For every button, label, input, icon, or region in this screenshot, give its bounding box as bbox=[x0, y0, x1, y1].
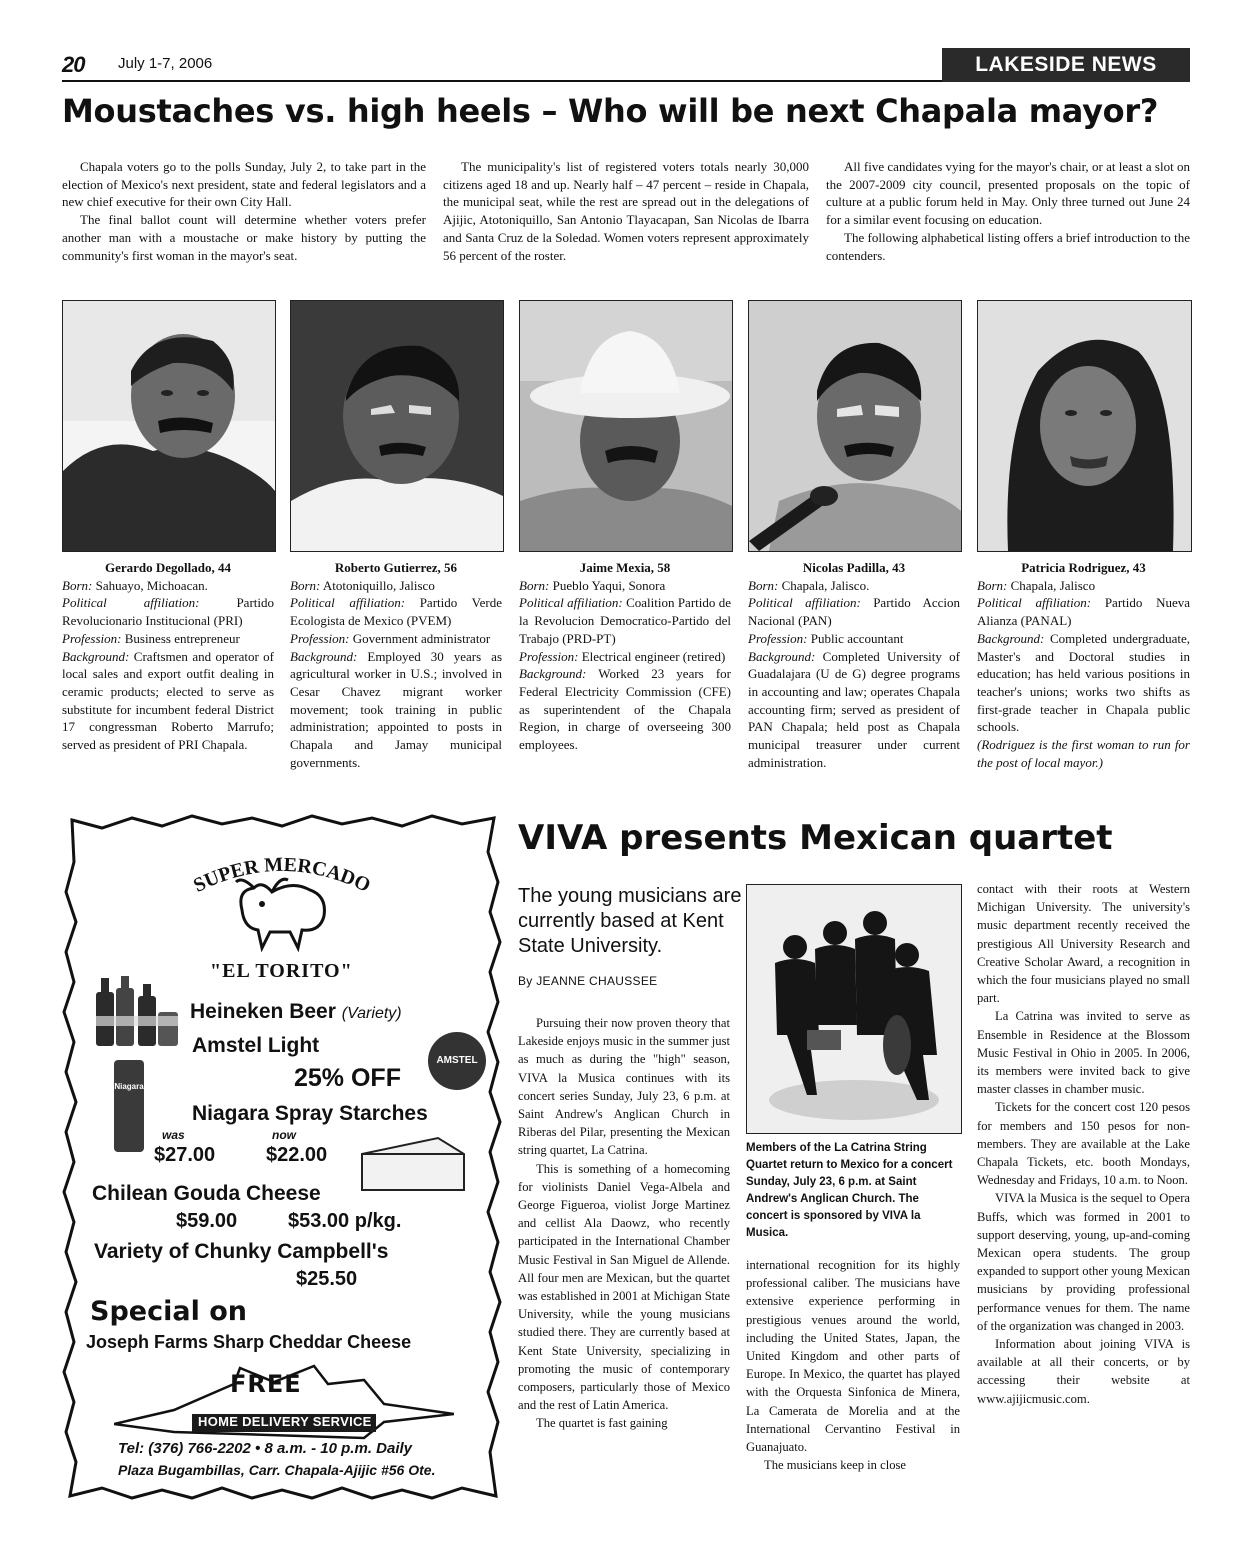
heineken-line bbox=[190, 1000, 402, 1024]
story1-intro-col1 bbox=[62, 158, 426, 264]
affiliation-label: Political affiliation: bbox=[977, 595, 1092, 611]
free-text: FREE bbox=[230, 1370, 302, 1398]
ad-address: Plaza Bugambillas, Carr. Chapala-Ajijic #56 Ote. bbox=[118, 1462, 436, 1478]
story1-headline: Moustaches vs. high heels – Who will be next Chapala mayor? bbox=[62, 92, 1159, 130]
heineken-variety: (Variety) bbox=[341, 1005, 402, 1022]
affiliation-value: Coalition Partido de la Revolucion Democratico-Partido del Trabajo (PRD-PT) bbox=[519, 595, 731, 646]
affiliation-label: Political affiliation: bbox=[519, 595, 623, 611]
now-label: now bbox=[272, 1128, 296, 1142]
background-label: Background: bbox=[748, 648, 816, 664]
story1-paragraph: The municipality's list of registered voters totals nearly 30,000 citizens aged 18 and up. Nearly half – 47 percent – reside in Chapala, the municipal seat, while the rest are spread out in the delegations of Ajijic, Atotoniquillo, San Antonio Tlayacapan, San Nicolas de Ibarra and Santa Cruz de la Soledad. Women voters represent approximately 56 percent of the roster. bbox=[443, 159, 809, 263]
born-label: Born: bbox=[290, 577, 321, 593]
profession-label: Profession: bbox=[748, 630, 808, 646]
supermercado-ad bbox=[62, 812, 502, 1502]
story1-intro-col2 bbox=[443, 158, 809, 264]
story2-paragraph: contact with their roots at Western Michigan University. The university's music department recently received the prestigious All University Research and Creative Scholar Award, a recognition in which the four musicians played no small part. bbox=[977, 882, 1190, 1006]
story2-paragraph: This is something of a homecoming for violinists Daniel Vega-Albela and George Figueroa, violist Jorge Martinez and cellist Ala Daowz, who recently participated in the International Chamber Music Festival in San Miguel de Allende. All four men are Mexican, but the quartet was established in 2001 at Michigan State University, while the young musicians studied there. They are currently based at Kent State University, specializing in promoting the music of contemporary composers, particularly those of Mexico and the rest of Latin America. bbox=[518, 1161, 730, 1413]
ad-phone: Tel: (376) 766-2202 • 8 a.m. - 10 p.m. Daily bbox=[118, 1440, 413, 1457]
profession-value: Business entrepreneur bbox=[124, 630, 240, 646]
candidate-name: Jaime Mexia, 58 bbox=[579, 560, 671, 575]
candidate-name: Patricia Rodriguez, 43 bbox=[1021, 560, 1146, 575]
was-label: was bbox=[162, 1128, 185, 1142]
campbell-price: $25.50 bbox=[296, 1268, 358, 1290]
gouda-now-price: $53.00 p/kg. bbox=[288, 1210, 402, 1232]
story1-paragraph: All five candidates vying for the mayor's chair, or at least a slot on the 2007-2009 city council, presented proposals on the topic of culture at a public forum held in May. Only three turned out June 24 for a similar event focusing on education. bbox=[826, 159, 1190, 228]
gouda-line: Chilean Gouda Cheese bbox=[92, 1182, 321, 1205]
story2-col2 bbox=[746, 1256, 960, 1474]
story2-byline: By JEANNE CHAUSSEE bbox=[518, 974, 658, 988]
candidate-name: Gerardo Degollado, 44 bbox=[104, 560, 231, 575]
story2-paragraph: Information about joining VIVA is available at all their concerts, or by accessing their website at www.ajijicmusic.com. bbox=[977, 1337, 1190, 1406]
story2-paragraph: international recognition for its highly professional caliber. The musicians have extensive experience performing in prestigious venues around the world, including the United States, Japan, the United Kingdom and other parts of Europe. In Mexico, the quartet has played with the Orquesta Sinfonica de Minera, La Camerata de Morelia and at the International Cervantino Festival in Guanajuato. bbox=[746, 1258, 960, 1455]
candidate-photo-rodriguez bbox=[977, 300, 1192, 552]
photo-caption: Members of the La Catrina String Quartet return to Mexico for a concert Sunday, July 23, 6 p.m. at Saint Andrew's Anglican Church. The concert is sponsored by VIVA la Musica. bbox=[746, 1142, 953, 1239]
candidate-bio bbox=[290, 559, 502, 771]
story2-deck: The young musicians are currently based at Kent State University. bbox=[518, 885, 742, 957]
story2-col3 bbox=[977, 880, 1190, 1408]
story2-paragraph: VIVA la Musica is the sequel to Opera Buffs, which was formed in 2001 to support deserving, young, up-and-coming Mexican opera students. The group expanded to support other young Mexican musicians by providing professional performance venues for them. The name of the organization was changed in 2003. bbox=[977, 1191, 1190, 1333]
candidate-photo-mexia bbox=[519, 300, 733, 552]
background-value: Completed undergraduate, Master's and Doctoral studies in education; has held various positions in teacher's unions; works two shifts as first-grade teacher in Chapala public schools. bbox=[977, 630, 1190, 735]
profession-label: Profession: bbox=[519, 648, 579, 664]
affiliation-label: Political affiliation: bbox=[290, 595, 406, 611]
store-arc-text: SUPER MERCADO bbox=[190, 853, 374, 897]
delivery-text: HOME DELIVERY SERVICE bbox=[198, 1414, 372, 1429]
born-value: Sahuayo, Michoacan. bbox=[95, 577, 208, 593]
affiliation-value: Partido Verde Ecologista de Mexico (PVEM) bbox=[290, 595, 502, 629]
page-number: 20 bbox=[62, 52, 85, 77]
bull-logo-icon bbox=[232, 870, 332, 952]
story2-paragraph: The quartet is fast gaining bbox=[536, 1416, 668, 1431]
background-value: Completed University of Guadalajara (U de G) degree programs in accounting and law; operates Chapala accounting firm; served as president of PAN Chapala; held post as Chapala municipal treasurer under current administration. bbox=[748, 648, 960, 770]
gouda-was-price: $59.00 bbox=[176, 1210, 238, 1232]
candidate-bio bbox=[977, 559, 1190, 771]
story2-paragraph: The musicians keep in close bbox=[764, 1458, 906, 1473]
issue-date: July 1-7, 2006 bbox=[118, 55, 213, 72]
background-label: Background: bbox=[62, 648, 130, 664]
section-banner: LAKESIDE NEWS bbox=[942, 48, 1190, 82]
candidate-name: Roberto Gutierrez, 56 bbox=[334, 560, 458, 575]
quartet-photo bbox=[746, 884, 962, 1134]
beer-bottles-icon bbox=[92, 976, 184, 1048]
affiliation-label: Political affiliation: bbox=[62, 595, 200, 611]
profession-label: Profession: bbox=[62, 630, 122, 646]
profession-value: Electrical engineer (retired) bbox=[581, 648, 726, 664]
born-label: Born: bbox=[62, 577, 93, 593]
profession-value: Public accountant bbox=[810, 630, 904, 646]
background-label: Background: bbox=[290, 648, 358, 664]
campbell-line: Variety of Chunky Campbell's bbox=[94, 1240, 389, 1263]
special-heading: Special on bbox=[90, 1296, 247, 1327]
candidate-photo-degollado bbox=[62, 300, 276, 552]
story2-paragraph: La Catrina was invited to serve as Ensemble in Residence at the Blossom Music Festival in Ohio in 2005. In 2006, its members were invited back to give master classes in chamber music. bbox=[977, 1009, 1190, 1097]
background-value: Worked 23 years for Federal Electricity Commission (CFE) as superintendent of the Chapala Region, in charge of overseeing 300 employees. bbox=[519, 666, 731, 753]
born-value: Chapala, Jalisco. bbox=[781, 577, 870, 593]
born-label: Born: bbox=[519, 577, 550, 593]
background-value: Employed 30 years as agricultural worker in U.S.; involved in Cesar Chavez migrant worker movement; took training in public administration; appointed to posts in Chapala and Jamay municipal governments. bbox=[290, 648, 502, 770]
born-label: Born: bbox=[748, 577, 779, 593]
candidate-photo-gutierrez bbox=[290, 300, 504, 552]
profession-value: Government administrator bbox=[352, 630, 491, 646]
story1-paragraph: Chapala voters go to the polls Sunday, July 2, to take part in the election of Mexico's next president, state and federal legislators and a new chief executive for their own City Hall. bbox=[62, 159, 426, 210]
cheese-wedge-icon bbox=[358, 1134, 468, 1194]
affiliation-value: Partido Accion Nacional (PAN) bbox=[748, 595, 960, 629]
story1-paragraph: The final ballot count will determine whether voters prefer another man with a moustache or make history by putting the community's first woman in the mayor's seat. bbox=[62, 212, 426, 263]
cheddar-line: Joseph Farms Sharp Cheddar Cheese bbox=[86, 1332, 412, 1352]
story2-headline: VIVA presents Mexican quartet bbox=[518, 818, 1113, 858]
background-label: Background: bbox=[977, 630, 1045, 646]
story1-intro-col3 bbox=[826, 158, 1190, 264]
candidate-photo-padilla bbox=[748, 300, 962, 552]
niagara-can-icon: Niagara bbox=[114, 1060, 144, 1152]
affiliation-value: Partido Revolucionario Institucional (PRI) bbox=[62, 595, 274, 629]
profession-label: Profession: bbox=[290, 630, 350, 646]
candidate-bio bbox=[519, 559, 731, 754]
amstel-badge-icon: AMSTEL bbox=[428, 1032, 486, 1090]
amstel-line: Amstel Light bbox=[192, 1034, 320, 1057]
affiliation-label: Political affiliation: bbox=[748, 595, 861, 611]
born-label: Born: bbox=[977, 577, 1008, 593]
story2-paragraph: Tickets for the concert cost 120 pesos for members and 150 pesos for non-members. They are available at the Lake Chapala Tickets, etc. booth Mondays, Wednesday and Fridays, 10 a.m. to Noon. bbox=[977, 1100, 1190, 1188]
background-value: Craftsmen and operator of local sales and export outfit dealing in ceramic products; elected to serve as substitute for incumbent federal District 17 congressman Roberto Marrufo; served as president of PRI Chapala. bbox=[62, 648, 275, 753]
story2-col1 bbox=[518, 1014, 730, 1433]
candidate-note: (Rodriguez is the first woman to run for the post of local mayor.) bbox=[977, 737, 1190, 770]
discount-text: 25% OFF bbox=[294, 1064, 401, 1092]
story1-paragraph: The following alphabetical listing offers a brief introduction to the contenders. bbox=[826, 229, 1190, 263]
candidate-bio bbox=[748, 559, 960, 771]
born-value: Atotoniquillo, Jalisco bbox=[322, 577, 435, 593]
niagara-line: Niagara Spray Starches bbox=[192, 1102, 428, 1125]
affiliation-value: Partido Nueva Alianza (PANAL) bbox=[977, 595, 1191, 629]
born-value: Chapala, Jalisco bbox=[1010, 577, 1096, 593]
story2-paragraph: Pursuing their now proven theory that Lakeside enjoys music in the summer just as much as during the "high" season, VIVA la Musica continues with its concert series Sunday, July 23, 6 p.m. at Saint Andrew's Anglican Church in Riberas del Pilar, presenting the Mexican string quartet, La Catrina. bbox=[518, 1016, 730, 1158]
heineken-text: Heineken Beer bbox=[190, 1000, 336, 1023]
store-name: "EL TORITO" bbox=[210, 960, 353, 982]
born-value: Pueblo Yaqui, Sonora bbox=[552, 577, 666, 593]
niagara-now-price: $22.00 bbox=[266, 1144, 328, 1166]
niagara-was-price: $27.00 bbox=[154, 1144, 216, 1166]
candidate-bio bbox=[62, 559, 274, 754]
background-label: Background: bbox=[519, 666, 587, 682]
candidate-name: Nicolas Padilla, 43 bbox=[802, 560, 906, 575]
